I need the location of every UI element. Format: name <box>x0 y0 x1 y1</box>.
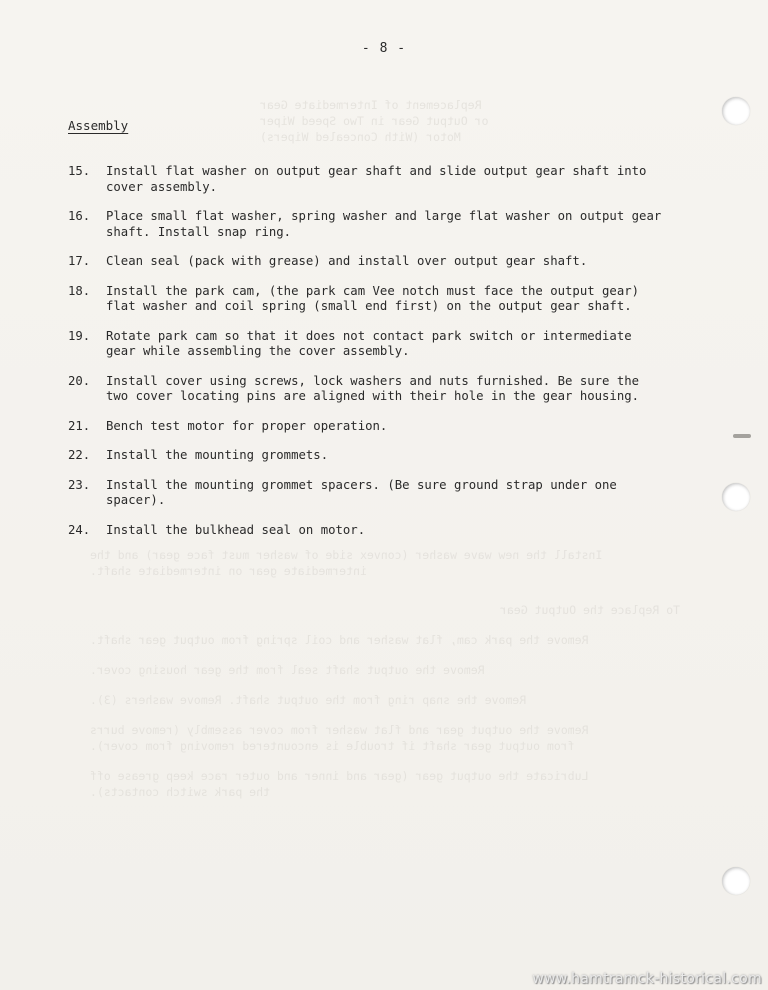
bleed-through-text: from output gear shaft if trouble is encountered removing from cover). <box>90 739 575 753</box>
step-text: Clean seal (pack with grease) and install over output gear shaft. <box>106 254 588 268</box>
bleed-through-text: Install the new wave washer (convex side of washer must face gear) and the <box>90 548 603 562</box>
step-text: Install the mounting grommet spacers. (Be sure ground strap under one spacer). <box>106 477 617 507</box>
bleed-through-text: Remove the output shaft seal from the gear housing cover. <box>90 663 485 677</box>
bleed-through-text: intermediate gear on intermediate shaft. <box>90 564 367 578</box>
section-heading: Assembly <box>68 118 129 133</box>
binder-hole <box>722 97 750 125</box>
step-item <box>68 329 688 360</box>
bleed-through-text: Replacement of Intermediate Gear <box>260 98 482 112</box>
step-number: 22. <box>68 448 91 462</box>
assembly-steps-list <box>68 164 688 538</box>
step-number: 21. <box>68 418 91 433</box>
bleed-through-text: To Replace the Output Gear <box>500 603 681 617</box>
step-item <box>68 523 688 539</box>
step-item <box>68 284 688 315</box>
binder-hole <box>722 483 750 511</box>
step-number: 18. <box>68 283 91 298</box>
bleed-through-text: the park switch contacts). <box>90 785 271 799</box>
step-number: 17. <box>68 254 91 268</box>
bleed-through-text: Lubricate the output gear (gear and inner and outer race keep grease off <box>90 769 589 783</box>
step-number: 23. <box>68 477 91 492</box>
bleed-through-text: Remove the park cam, flat washer and coil spring from output gear shaft. <box>90 633 589 647</box>
step-number: 19. <box>68 328 91 343</box>
step-number: 24. <box>68 522 91 537</box>
bleed-through-text: Motor (With Concealed Wipers) <box>260 130 461 144</box>
step-text: Install the bulkhead seal on motor. <box>106 522 366 537</box>
step-text: Place small flat washer, spring washer and large flat washer on output gear shaft. Install snap ring. <box>106 209 662 239</box>
step-text: Install flat washer on output gear shaft and slide output gear shaft into cover assembly. <box>106 164 647 194</box>
step-item <box>68 164 688 195</box>
bleed-through-text: Remove the snap ring from the output shaft. Remove washers (3). <box>90 693 527 707</box>
step-number: 15. <box>68 164 91 178</box>
step-number: 16. <box>68 209 91 223</box>
step-text: Install cover using screws, lock washers and nuts furnished. Be sure the two cover locating pins are aligned with their hole in the gear housing. <box>106 373 640 403</box>
page-number: - 8 - <box>361 41 407 56</box>
step-item <box>68 254 688 270</box>
step-item <box>68 374 688 405</box>
paper-speck <box>733 434 751 438</box>
step-text: Rotate park cam so that it does not contact park switch or intermediate gear while assembling the cover assembly. <box>106 328 632 358</box>
step-number: 20. <box>68 373 91 388</box>
step-item <box>68 448 688 464</box>
step-item <box>68 419 688 435</box>
watermark-url: www.hamtramck-historical.com <box>532 971 762 987</box>
binder-hole <box>722 867 750 895</box>
bleed-through-text: or Output Gear in Two Speed Wiper <box>260 114 489 128</box>
bleed-through-text: Remove the output gear and flat washer from cover assembly (remove burrs <box>90 723 589 737</box>
step-text: Bench test motor for proper operation. <box>106 418 388 433</box>
step-item <box>68 478 688 509</box>
step-item <box>68 209 688 240</box>
step-text: Install the mounting grommets. <box>106 448 329 462</box>
step-text: Install the park cam, (the park cam Vee notch must face the output gear) flat washer and coil spring (small end first) on the output gear shaft. <box>106 283 640 313</box>
